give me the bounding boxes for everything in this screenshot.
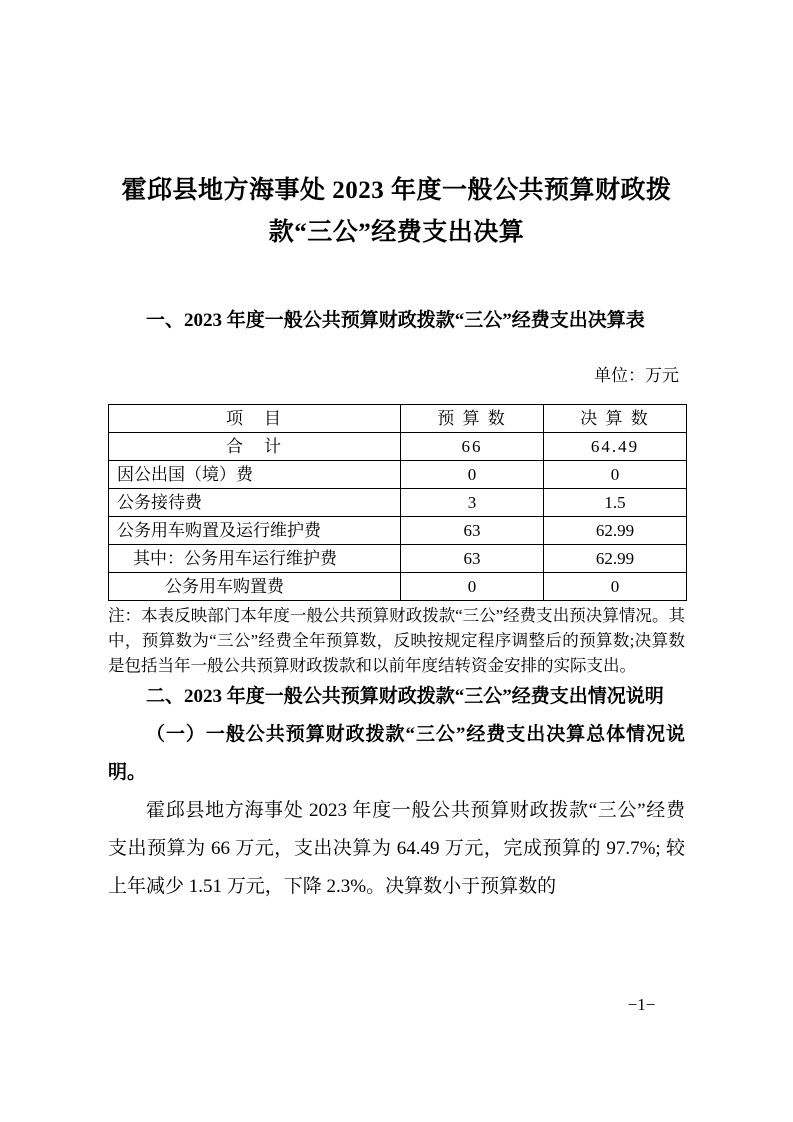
row-budget: 63 (401, 517, 544, 545)
table-row (109, 573, 687, 601)
row-final: 0 (544, 461, 687, 489)
row-budget: 0 (401, 461, 544, 489)
row-item: 公务接待费 (109, 489, 401, 517)
row-final: 62.99 (544, 517, 687, 545)
row-final: 1.5 (544, 489, 687, 517)
column-header-final: 决 算 数 (544, 405, 687, 433)
row-final: 62.99 (544, 545, 687, 573)
table-row (109, 433, 687, 461)
section-two-heading: 二、2023 年度一般公共预算财政拨款“三公”经费支出情况说明 (146, 686, 664, 707)
row-budget: 66 (401, 433, 544, 461)
section-one-heading: 一、2023 年度一般公共预算财政拨款“三公”经费支出决算表 (146, 310, 645, 331)
row-item: 其中：公务用车运行维护费 (109, 545, 401, 573)
table-row (109, 489, 687, 517)
page-number: −1− (627, 995, 656, 1014)
unit-label: 单位：万元 (594, 366, 679, 385)
table-row (109, 461, 687, 489)
page-title: 霍邱县地方海事处 2023 年度一般公共预算财政拨款“三公”经费支出决算 (121, 177, 672, 246)
row-budget: 0 (401, 573, 544, 601)
table-header-row (109, 405, 687, 433)
table-note: 注：本表反映部门本年度一般公共预算财政拨款“三公”经费支出预决算情况。其中，预算数为“三公”经费全年预算数，反映按规定程序调整后的预算数;决算数是包括当年一般公共预算财政拨款和以前年度结转资金安排的实际支出。 (108, 606, 685, 675)
row-item: 合 计 (109, 433, 401, 461)
row-budget: 3 (401, 489, 544, 517)
row-final: 64.49 (544, 433, 687, 461)
column-header-item: 项 目 (109, 405, 401, 433)
row-item: 公务用车购置及运行维护费 (109, 517, 401, 545)
body-paragraph: 霍邱县地方海事处 2023 年度一般公共预算财政拨款“三公”经费支出预算为 66 万元，支出决算为 64.49 万元，完成预算的 97.7%; 较上年减少 1.51 万元，下降 2.3%。决算数小于预算数的 (108, 800, 685, 897)
table-row (109, 517, 687, 545)
three-public-expense-table (108, 404, 687, 601)
row-final: 0 (544, 573, 687, 601)
row-budget: 63 (401, 545, 544, 573)
row-item: 因公出国（境）费 (109, 461, 401, 489)
row-item: 公务用车购置费 (109, 573, 401, 601)
table-row (109, 545, 687, 573)
column-header-budget: 预 算 数 (401, 405, 544, 433)
subsection-one-heading: （一）一般公共预算财政拨款“三公”经费支出决算总体情况说明。 (108, 724, 685, 783)
